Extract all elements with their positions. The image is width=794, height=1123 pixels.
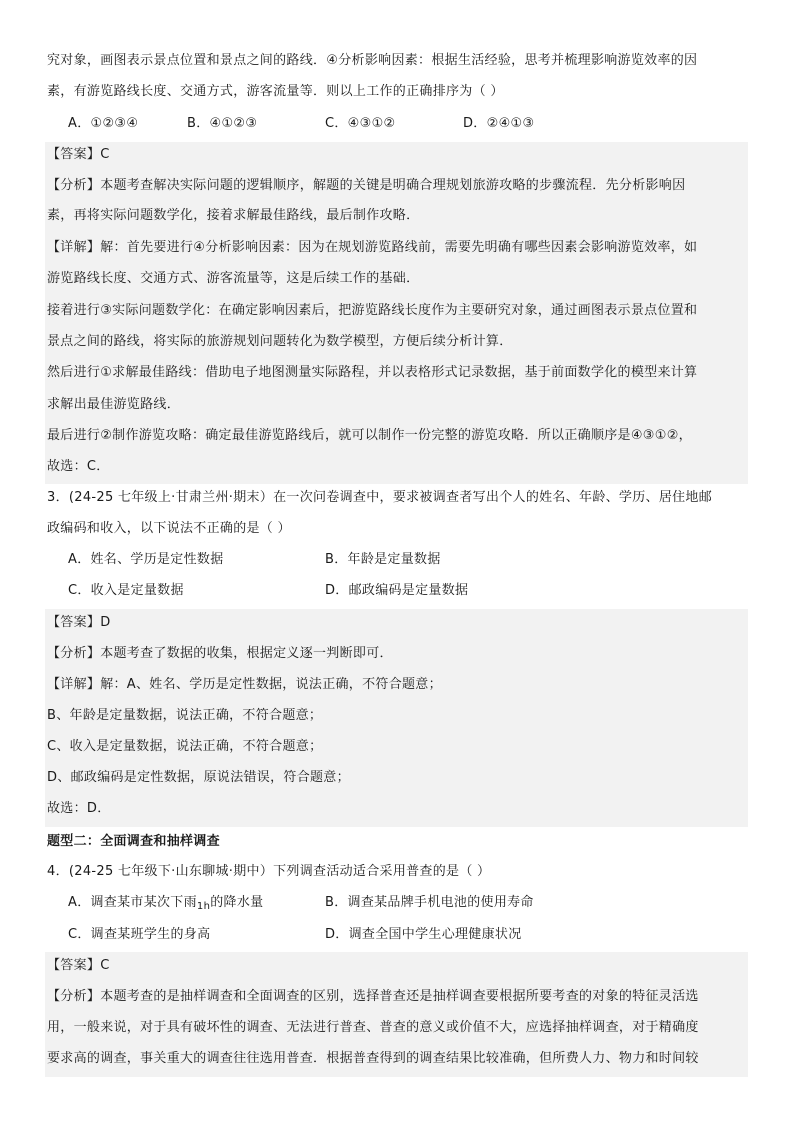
q2-analysis-line: 素，再将实际问题数学化，接着求解最佳路线，最后制作攻略． [47,208,420,223]
q3-option-c: C．收入是定量数据 [68,583,184,598]
q2-option-a: A．①②③④ [68,116,139,131]
q2-detail-line: 故选：C． [47,459,110,474]
q3-detail-line: B、年龄是定量数据，说法正确，不符合题意； [47,708,323,723]
q3-stem-line: 3．(24-25 七年级上·甘肃兰州·期末）在一次问卷调查中，要求被调查者写出个人的姓名、年龄、学历、居住地邮 [47,490,713,505]
q3-detail-line: 【详解】解：A、姓名、学历是定性数据，说法正确，不符合题意； [47,677,442,692]
q4-option-d: D．调查全国中学生心理健康状况 [325,927,522,942]
q2-option-b: B．④①②③ [187,116,258,131]
q3-detail-line: D、邮政编码是定性数据，原说法错误，符合题意； [47,770,350,785]
q4-analysis-line: 【分析】本题考查的是抽样调查和全面调查的区别，选择普查还是抽样调查要根据所要考查的对象的特征灵活选 [47,989,699,1004]
q4-stem: 4．(24-25 七年级下·山东聊城·期中）下列调查活动适合采用普查的是（ ） [47,864,491,879]
q4-analysis-line: 用，一般来说，对于具有破坏性的调查、无法进行普查、普查的意义或价值不大，应选择抽样调查，对于精确度 [47,1020,699,1035]
q3-detail-line: C、收入是定量数据，说法正确，不符合题意； [47,739,323,754]
q2-detail-line: 游览路线长度、交通方式、游客流量等，这是后续工作的基础． [47,271,420,286]
q2-option-c: C．④③①② [325,116,396,131]
q2-detail-line: 求解出最佳游览路线． [47,397,181,412]
q3-option-d: D．邮政编码是定量数据 [325,583,469,598]
q3-option-b: B．年龄是定量数据 [325,552,441,567]
q4-option-a-text: A．调查某市某次下雨 [68,895,197,910]
q3-analysis: 【分析】本题考查了数据的收集，根据定义逐一判断即可． [47,646,393,661]
q2-detail-line: 然后进行①求解最佳路线：借助电子地图测量实际路程，并以表格形式记录数据，基于前面数学化的模型来计算 [47,365,698,380]
q2-answer: 【答案】C [47,147,110,162]
q4-option-a [68,893,263,917]
q3-option-a: A．姓名、学历是定性数据 [68,552,224,567]
q4-option-b: B．调查某品牌手机电池的使用寿命 [325,895,534,910]
q2-detail-line: 【详解】解：首先要进行④分析影响因素：因为在规划游览路线前，需要先明确有哪些因素会影响游览效率，如 [47,240,698,255]
q4-option-c: C．调查某班学生的身高 [68,927,211,942]
q4-answer: 【答案】C [47,958,110,973]
q2-stem-line: 素，有游览路线长度、交通方式，游客流量等．则以上工作的正确排序为（ ） [47,84,504,99]
q3-answer: 【答案】D [47,615,111,630]
q4-analysis-line: 要求高的调查，事关重大的调查往往选用普查．根据普查得到的调查结果比较准确，但所费人力、物力和时间较 [47,1051,699,1066]
q4-option-a-text-end: 的降水量 [210,895,264,910]
q3-stem-line: 政编码和收入，以下说法不正确的是（ ） [47,521,291,536]
section-heading: 题型二：全面调查和抽样调查 [47,834,220,849]
q2-analysis-line: 【分析】本题考查解决实际问题的逻辑顺序，解题的关键是明确合理规划旅游攻略的步骤流程．先分析影响因 [47,178,686,193]
q2-detail-line: 最后进行②制作游览攻略：确定最佳游览路线后，就可以制作一份完整的游览攻略．所以正确顺序是④③①②， [47,428,692,443]
q2-detail-line: 接着进行③实际问题数学化：在确定影响因素后，把游览路线长度作为主要研究对象，通过画图表示景点位置和 [47,303,698,318]
q2-stem-line: 究对象，画图表示景点位置和景点之间的路线．④分析影响因素：根据生活经验，思考并梳理影响游览效率的因 [47,53,698,68]
q3-detail-line: 故选：D． [47,801,111,816]
q2-option-d: D．②④①③ [463,116,535,131]
q2-detail-line: 景点之间的路线，将实际的旅游规划问题转化为数学模型，方便后续分析计算． [47,334,513,349]
q4-option-a-unit: 1h [196,901,211,912]
